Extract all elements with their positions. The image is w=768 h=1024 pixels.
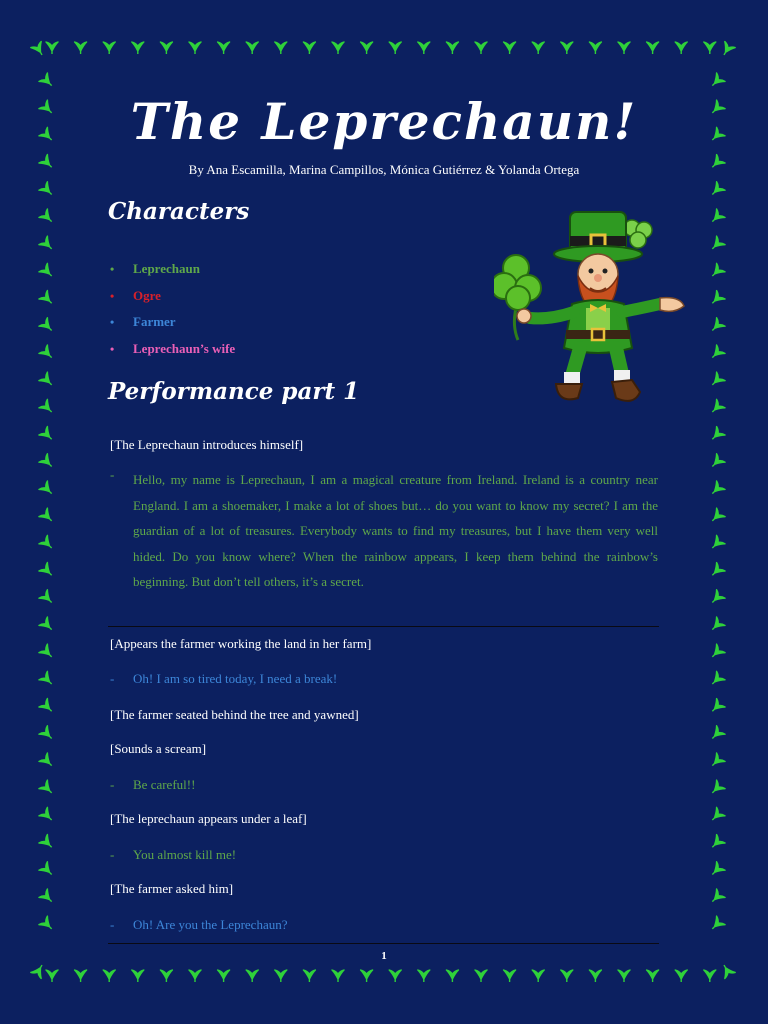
vine-leaf-icon xyxy=(46,970,58,982)
vine-leaf-icon xyxy=(708,209,725,226)
vine-leaf-icon xyxy=(719,962,735,978)
vine-leaf-icon xyxy=(332,42,344,54)
leprechaun-line xyxy=(110,777,658,793)
vine-leaf-icon xyxy=(39,916,56,933)
vine-leaf-icon xyxy=(39,345,56,362)
vine-leaf-icon xyxy=(39,182,56,199)
vine-leaf-icon xyxy=(446,970,458,982)
vine-leaf-icon xyxy=(39,209,56,226)
vine-leaf-icon xyxy=(39,563,56,580)
vine-leaf-icon xyxy=(708,889,725,906)
page-number: 1 xyxy=(381,950,387,962)
stage-direction: [Sounds a scream] xyxy=(110,741,207,756)
vine-leaf-icon xyxy=(708,318,725,335)
vine-leaf-icon xyxy=(39,862,56,879)
stage-direction: [The farmer asked him] xyxy=(110,881,234,896)
vine-leaf-icon xyxy=(618,970,630,982)
vine-leaf-icon xyxy=(647,42,659,54)
vine-leaf-icon xyxy=(418,42,430,54)
vine-leaf-icon xyxy=(708,291,725,308)
vine-leaf-icon xyxy=(275,970,287,982)
vine-leaf-icon xyxy=(708,671,725,688)
performance-heading: Performance part 1 xyxy=(108,378,360,405)
vine-leaf-icon xyxy=(708,345,725,362)
characters-heading: Characters xyxy=(108,198,250,225)
vine-leaf-icon xyxy=(189,42,201,54)
dialogue-dash: - xyxy=(110,917,115,932)
leprechaun-line xyxy=(110,847,658,863)
vine-leaf-icon xyxy=(39,481,56,498)
vine-leaf-icon xyxy=(708,916,725,933)
dialogue-text: You almost kill me! xyxy=(133,847,237,862)
vine-leaf-icon xyxy=(39,508,56,525)
divider xyxy=(108,626,659,627)
vine-leaf-icon xyxy=(39,671,56,688)
vine-leaf-icon xyxy=(708,73,725,90)
vine-leaf-icon xyxy=(275,42,287,54)
vine-leaf-icon xyxy=(361,970,373,982)
dialogue-text: Hello, my name is Leprechaun, I am a magical creature from Ireland. Ireland is a country near England. I am a shoemaker, I make a lot of shoes but… do you want to know my secret? I am the guardian of a lot of treasures. Everybody wants to find my treasures, but I have them very well hided. Do you know where? When the rainbow appears, I keep them behind the rainbow’s beginning. But don’t tell others, it’s a secret. xyxy=(133,472,658,589)
vine-leaf-icon xyxy=(39,780,56,797)
vine-leaf-icon xyxy=(647,970,659,982)
vine-leaf-icon xyxy=(39,372,56,389)
vine-leaf-icon xyxy=(31,962,47,978)
dialogue-text: Oh! I am so tired today, I need a break! xyxy=(133,671,338,686)
vine-leaf-icon xyxy=(675,970,687,982)
leprechaun-illustration xyxy=(494,208,690,414)
vine-leaf-icon xyxy=(39,454,56,471)
stage-direction: [The Leprechaun introduces himself] xyxy=(110,437,304,452)
vine-leaf-icon xyxy=(561,970,573,982)
vine-leaf-icon xyxy=(446,42,458,54)
leprechaun-line xyxy=(110,467,658,595)
vine-leaf-icon xyxy=(589,970,601,982)
vine-leaf-icon xyxy=(532,970,544,982)
vine-leaf-icon xyxy=(389,970,401,982)
vine-leaf-icon xyxy=(39,263,56,280)
vine-leaf-icon xyxy=(218,42,230,54)
vine-leaf-icon xyxy=(589,42,601,54)
vine-leaf-icon xyxy=(39,427,56,444)
authors-line: By Ana Escamilla, Marina Campillos, Mónica Gutiérrez & Yolanda Ortega xyxy=(188,162,580,177)
vine-leaf-icon xyxy=(389,42,401,54)
vine-leaf-icon xyxy=(704,970,716,982)
vine-leaf-icon xyxy=(504,970,516,982)
vine-leaf-icon xyxy=(708,753,725,770)
vine-leaf-icon xyxy=(39,535,56,552)
vine-leaf-icon xyxy=(708,427,725,444)
vine-leaf-icon xyxy=(39,73,56,90)
vine-leaf-icon xyxy=(103,42,115,54)
hat-shamrock-icon xyxy=(624,220,652,248)
vine-leaf-icon xyxy=(708,372,725,389)
farmer-line xyxy=(110,671,658,687)
character-leprechaun xyxy=(108,258,235,285)
vine-leaf-icon xyxy=(708,862,725,879)
dialogue-dash: - xyxy=(110,671,115,686)
vine-leaf-icon xyxy=(39,753,56,770)
vine-leaf-icon xyxy=(39,291,56,308)
stage-direction: [Appears the farmer working the land in her farm] xyxy=(110,636,372,651)
vine-leaf-icon xyxy=(708,807,725,824)
shamrock-icon xyxy=(494,255,541,340)
bullet: • xyxy=(110,315,115,329)
vine-leaf-icon xyxy=(332,970,344,982)
character-farmer xyxy=(108,311,235,338)
vine-leaf-icon xyxy=(719,42,735,58)
vine-leaf-icon xyxy=(39,644,56,661)
vine-leaf-icon xyxy=(708,780,725,797)
vine-leaf-icon xyxy=(39,807,56,824)
vine-leaf-icon xyxy=(132,42,144,54)
bullet: • xyxy=(110,341,115,356)
vine-leaf-icon xyxy=(303,42,315,54)
dialogue-dash: - xyxy=(110,777,115,792)
vine-leaf-icon xyxy=(708,399,725,416)
vine-leaf-icon xyxy=(475,970,487,982)
dialogue-dash: - xyxy=(110,847,115,862)
vine-leaf-icon xyxy=(708,236,725,253)
character-name: Leprechaun xyxy=(133,261,200,276)
vine-leaf-icon xyxy=(504,42,516,54)
dialogue-text: Oh! Are you the Leprechaun? xyxy=(133,917,288,932)
vine-leaf-icon xyxy=(708,263,725,280)
vine-leaf-icon xyxy=(708,508,725,525)
vine-leaf-icon xyxy=(618,42,630,54)
vine-leaf-icon xyxy=(39,835,56,852)
vine-leaf-icon xyxy=(418,970,430,982)
farmer-line xyxy=(110,917,658,933)
dialogue-dash: - xyxy=(110,467,115,482)
stage-direction: [The farmer seated behind the tree and yawned] xyxy=(110,707,359,722)
vine-leaf-icon xyxy=(103,970,115,982)
character-name: Leprechaun’s wife xyxy=(133,340,236,356)
vine-leaf-icon xyxy=(39,889,56,906)
vine-leaf-icon xyxy=(246,42,258,54)
stage-direction: [The leprechaun appears under a leaf] xyxy=(110,811,307,826)
vine-leaf-icon xyxy=(708,835,725,852)
character-ogre xyxy=(108,285,235,312)
characters-list xyxy=(108,258,235,364)
vine-leaf-icon xyxy=(532,42,544,54)
dialogue-text: Be careful!! xyxy=(133,777,196,792)
character-name: Farmer xyxy=(133,314,176,329)
vine-leaf-icon xyxy=(75,42,87,54)
vine-leaf-icon xyxy=(361,42,373,54)
vine-leaf-icon xyxy=(31,42,47,58)
vine-leaf-icon xyxy=(39,726,56,743)
vine-leaf-icon xyxy=(708,726,725,743)
vine-leaf-icon xyxy=(708,563,725,580)
vine-leaf-icon xyxy=(189,970,201,982)
vine-leaf-icon xyxy=(39,699,56,716)
vine-leaf-icon xyxy=(708,535,725,552)
vine-leaf-icon xyxy=(132,970,144,982)
vine-leaf-icon xyxy=(246,970,258,982)
vine-leaf-icon xyxy=(708,617,725,634)
vine-leaf-icon xyxy=(39,617,56,634)
vine-leaf-icon xyxy=(39,318,56,335)
vine-leaf-icon xyxy=(708,182,725,199)
vine-leaf-icon xyxy=(708,699,725,716)
vine-leaf-icon xyxy=(39,590,56,607)
vine-leaf-icon xyxy=(75,970,87,982)
character-name: Ogre xyxy=(133,287,161,303)
vine-leaf-icon xyxy=(708,454,725,471)
vine-leaf-icon xyxy=(160,42,172,54)
vine-leaf-icon xyxy=(160,970,172,982)
vine-leaf-icon xyxy=(303,970,315,982)
character-leprechauns-wife xyxy=(108,338,235,365)
page-title: The Leprechaun! xyxy=(130,92,638,151)
vine-leaf-icon xyxy=(46,42,58,54)
vine-leaf-icon xyxy=(675,42,687,54)
bullet: • xyxy=(110,288,115,303)
divider xyxy=(108,943,659,944)
vine-leaf-icon xyxy=(561,42,573,54)
vine-leaf-icon xyxy=(39,236,56,253)
vine-leaf-icon xyxy=(218,970,230,982)
vine-leaf-icon xyxy=(708,481,725,498)
bullet: • xyxy=(110,262,115,276)
vine-leaf-icon xyxy=(39,399,56,416)
vine-leaf-icon xyxy=(475,42,487,54)
vine-leaf-icon xyxy=(708,590,725,607)
vine-leaf-icon xyxy=(704,42,716,54)
vine-leaf-icon xyxy=(708,644,725,661)
